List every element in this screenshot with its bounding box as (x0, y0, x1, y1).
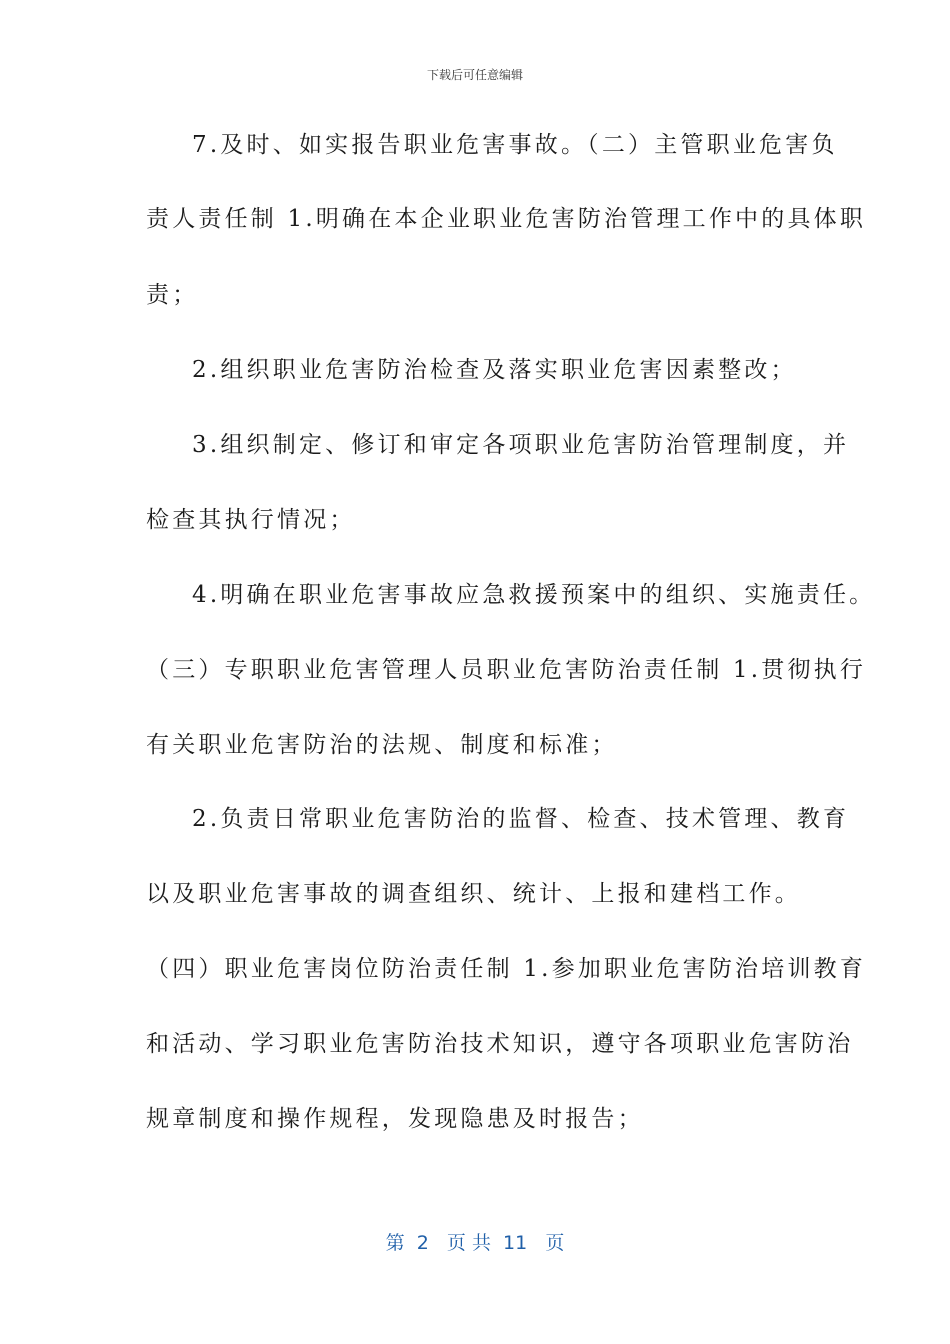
page-number-footer: 第 2 页 共 11 页 (385, 1232, 565, 1254)
body-line: 责人责任制 1.明确在本企业职业危害防治管理工作中的具体职 (146, 206, 867, 232)
body-line: 以及职业危害事故的调查组织、统计、上报和建档工作。 (146, 881, 801, 907)
body-line: 检查其执行情况； (146, 507, 356, 533)
body-line: 规章制度和操作规程，发现隐患及时报告； (146, 1106, 644, 1132)
page-header-note: 下载后可任意编辑 (426, 68, 523, 82)
body-line: 2.负责日常职业危害防治的监督、检查、技术管理、教育 (192, 806, 850, 832)
body-line: 3.组织制定、修订和审定各项职业危害防治管理制度，并 (192, 432, 850, 458)
body-line: 4.明确在职业危害事故应急救援预案中的组织、实施责任。 (192, 582, 876, 608)
body-line: 2.组织职业危害防治检查及落实职业危害因素整改； (192, 357, 797, 383)
body-line: 责； (146, 282, 199, 308)
body-line: （三）专职职业危害管理人员职业危害防治责任制 1.贯彻执行 (146, 657, 867, 683)
body-line: 和活动、学习职业危害防治技术知识，遵守各项职业危害防治 (146, 1031, 854, 1057)
body-line: （四）职业危害岗位防治责任制 1.参加职业危害防治培训教育 (146, 956, 867, 982)
body-line: 有关职业危害防治的法规、制度和标准； (146, 732, 618, 758)
body-line: 7.及时、如实报告职业危害事故。（二）主管职业危害负 (192, 132, 838, 158)
